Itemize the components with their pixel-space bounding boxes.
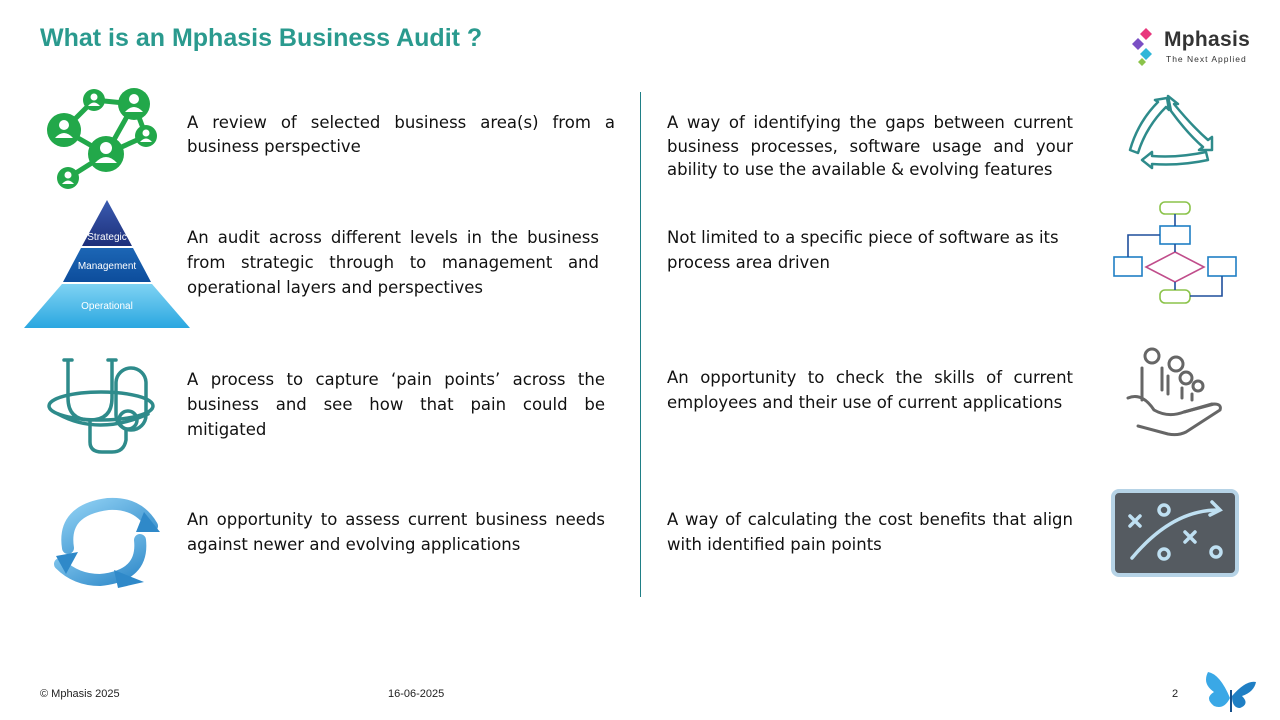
flowchart-icon bbox=[1112, 200, 1238, 306]
logo-tagline: The Next Applied bbox=[1166, 54, 1247, 64]
pyramid-level-operational: Operational bbox=[81, 301, 133, 312]
right-item-3-text: An opportunity to check the skills of current employees and their use of current applications bbox=[667, 368, 1073, 412]
hand-people-icon bbox=[1124, 346, 1228, 438]
left-item-2-text: An audit across different levels in the business from strategic through to management and operational layers and perspectives bbox=[187, 228, 599, 297]
right-item-2-text: Not limited to a specific piece of software as its process area driven bbox=[667, 228, 1059, 272]
slide-title: What is an Mphasis Business Audit ? bbox=[40, 24, 483, 52]
footer-page-number: 2 bbox=[1172, 688, 1179, 700]
pyramid-levels-icon bbox=[24, 200, 190, 330]
left-item-1-text: A review of selected business area(s) from a business perspective bbox=[187, 113, 615, 156]
triangle-arrows-icon bbox=[1118, 90, 1218, 184]
right-item-1-text: A way of identifying the gaps between current business processes, software usage and your ability to use the available & evolving features bbox=[667, 113, 1073, 179]
pyramid-level-management: Management bbox=[77, 261, 137, 272]
logo-name: Mphasis bbox=[1164, 28, 1251, 51]
stethoscope-icon bbox=[46, 354, 164, 458]
footer-date: 16-06-2025 bbox=[388, 688, 445, 700]
footer-copyright: © Mphasis 2025 bbox=[40, 688, 120, 700]
pyramid-level-strategic: Strategic bbox=[87, 232, 127, 243]
strategy-board-icon bbox=[1110, 488, 1240, 578]
left-item-4-text: An opportunity to assess current business needs against newer and evolving applications bbox=[187, 510, 605, 554]
column-divider bbox=[640, 92, 641, 597]
right-item-4-text: A way of calculating the cost benefits that align with identified pain points bbox=[667, 510, 1073, 554]
left-item-3-text: A process to capture ‘pain points’ across the business and see how that pain could be mitigated bbox=[187, 370, 605, 439]
mphasis-logo-mark-icon bbox=[1132, 26, 1162, 68]
mphasis-logo bbox=[1132, 26, 1262, 70]
network-people-icon bbox=[42, 86, 160, 190]
butterfly-icon bbox=[1204, 670, 1258, 716]
cycle-arrows-icon bbox=[44, 492, 162, 592]
